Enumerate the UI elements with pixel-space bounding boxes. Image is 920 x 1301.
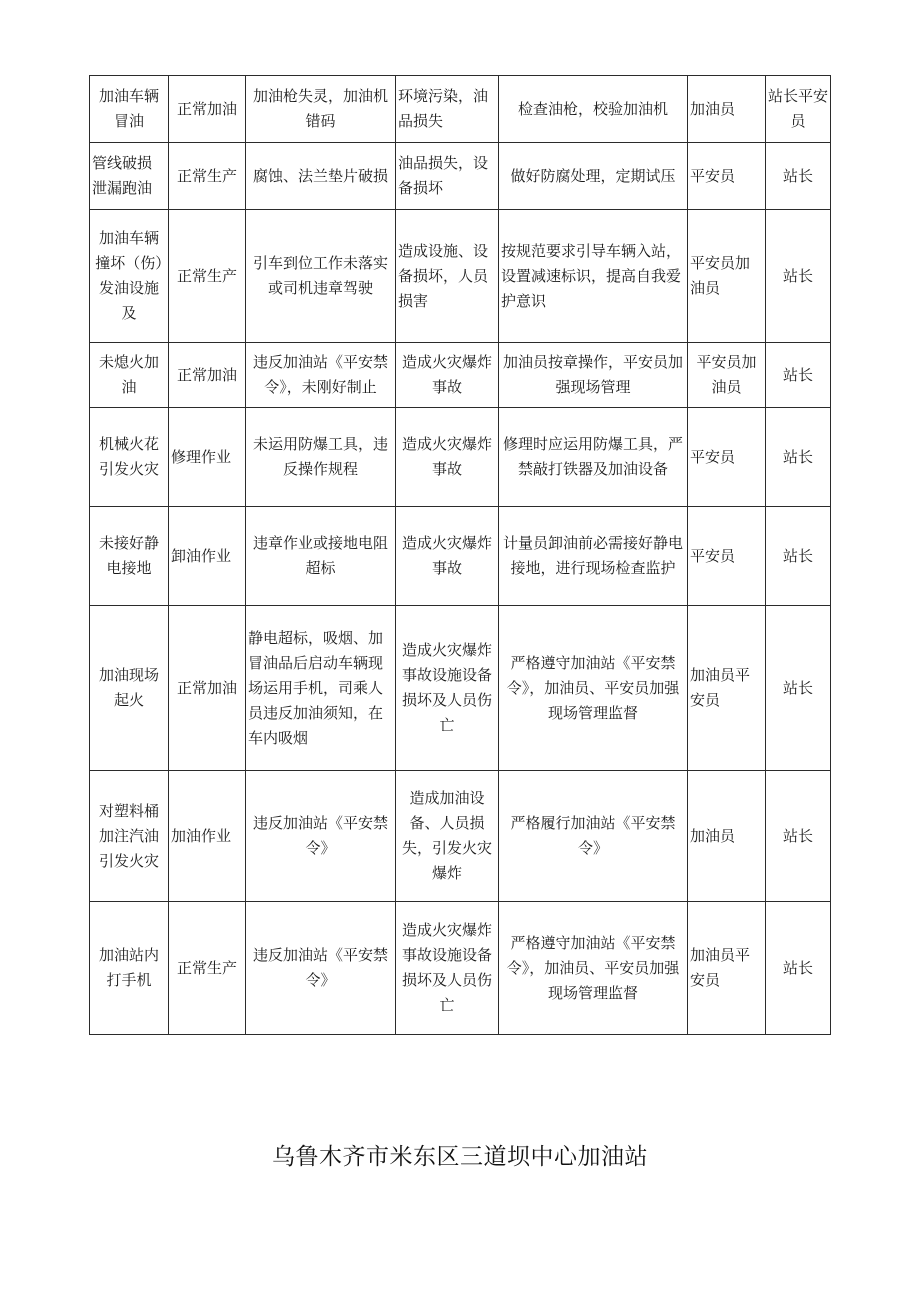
consequence-cell: 油品损失，设备损坏 [396,143,499,210]
measure-cell: 做好防腐处理，定期试压 [499,143,688,210]
responsible-cell: 站长 [766,210,831,343]
executor-cell: 平安员 [688,143,766,210]
responsible-cell: 站长 [766,771,831,902]
activity-cell: 卸油作业 [169,507,246,606]
risk-assessment-table [89,75,831,1035]
executor-cell: 平安员加油员 [688,343,766,408]
executor-cell: 加油员 [688,76,766,143]
table-row [90,210,831,343]
activity-cell: 修理作业 [169,408,246,507]
responsible-cell: 站长 [766,143,831,210]
cause-cell: 违反加油站《平安禁令》 [246,771,396,902]
station-name-footer: 乌鲁木齐市米东区三道坝中心加油站 [272,1144,648,1170]
consequence-cell: 造成火灾爆炸事故 [396,343,499,408]
hazard-cell: 加油车辆冒油 [90,76,169,143]
table-row [90,76,831,143]
cause-cell: 违章作业或接地电阻超标 [246,507,396,606]
hazard-cell: 对塑料桶加注汽油引发火灾 [90,771,169,902]
measure-cell: 计量员卸油前必需接好静电接地，进行现场检查监护 [499,507,688,606]
cause-cell: 加油枪失灵，加油机错码 [246,76,396,143]
table-row [90,507,831,606]
measure-cell: 按规范要求引导车辆入站，设置减速标识，提高自我爱护意识 [499,210,688,343]
activity-cell: 正常生产 [169,210,246,343]
hazard-cell: 加油站内打手机 [90,902,169,1035]
table-row [90,771,831,902]
table-row [90,902,831,1035]
responsible-cell: 站长 [766,606,831,771]
activity-cell: 正常加油 [169,76,246,143]
executor-cell: 平安员加油员 [688,210,766,343]
executor-cell: 加油员 [688,771,766,902]
responsible-cell: 站长 [766,408,831,507]
measure-cell: 加油员按章操作，平安员加强现场管理 [499,343,688,408]
consequence-cell: 造成火灾爆炸事故设施设备损坏及人员伤亡 [396,606,499,771]
table-row [90,606,831,771]
hazard-cell: 管线破损泄漏跑油 [90,143,169,210]
consequence-cell: 造成设施、设备损坏，人员损害 [396,210,499,343]
activity-cell: 加油作业 [169,771,246,902]
activity-cell: 正常加油 [169,343,246,408]
hazard-cell: 机械火花引发火灾 [90,408,169,507]
activity-cell: 正常生产 [169,143,246,210]
consequence-cell: 造成火灾爆炸事故 [396,507,499,606]
table-row [90,343,831,408]
activity-cell: 正常生产 [169,902,246,1035]
measure-cell: 严格履行加油站《平安禁令》 [499,771,688,902]
consequence-cell: 造成加油设备、人员损失，引发火灾爆炸 [396,771,499,902]
hazard-cell: 未接好静电接地 [90,507,169,606]
cause-cell: 腐蚀、法兰垫片破损 [246,143,396,210]
measure-cell: 检查油枪，校验加油机 [499,76,688,143]
hazard-cell: 未熄火加油 [90,343,169,408]
executor-cell: 加油员平安员 [688,902,766,1035]
cause-cell: 静电超标，吸烟、加冒油品后启动车辆现场运用手机，司乘人员违反加油须知，在车内吸烟 [246,606,396,771]
hazard-cell: 加油现场起火 [90,606,169,771]
cause-cell: 违反加油站《平安禁令》 [246,902,396,1035]
table-row [90,408,831,507]
responsible-cell: 站长 [766,343,831,408]
measure-cell: 严格遵守加油站《平安禁令》，加油员、平安员加强现场管理监督 [499,902,688,1035]
responsible-cell: 站长 [766,507,831,606]
executor-cell: 平安员 [688,507,766,606]
responsible-cell: 站长 [766,902,831,1035]
cause-cell: 引车到位工作未落实或司机违章驾驶 [246,210,396,343]
activity-cell: 正常加油 [169,606,246,771]
hazard-cell: 加油车辆撞坏（伤）发油设施及 [90,210,169,343]
executor-cell: 加油员平安员 [688,606,766,771]
measure-cell: 修理时应运用防爆工具，严禁敲打铁器及加油设备 [499,408,688,507]
cause-cell: 违反加油站《平安禁令》，未刚好制止 [246,343,396,408]
consequence-cell: 环境污染，油品损失 [396,76,499,143]
executor-cell: 平安员 [688,408,766,507]
responsible-cell: 站长平安员 [766,76,831,143]
measure-cell: 严格遵守加油站《平安禁令》，加油员、平安员加强现场管理监督 [499,606,688,771]
table-row [90,143,831,210]
consequence-cell: 造成火灾爆炸事故 [396,408,499,507]
cause-cell: 未运用防爆工具，违反操作规程 [246,408,396,507]
consequence-cell: 造成火灾爆炸事故设施设备损坏及人员伤亡 [396,902,499,1035]
